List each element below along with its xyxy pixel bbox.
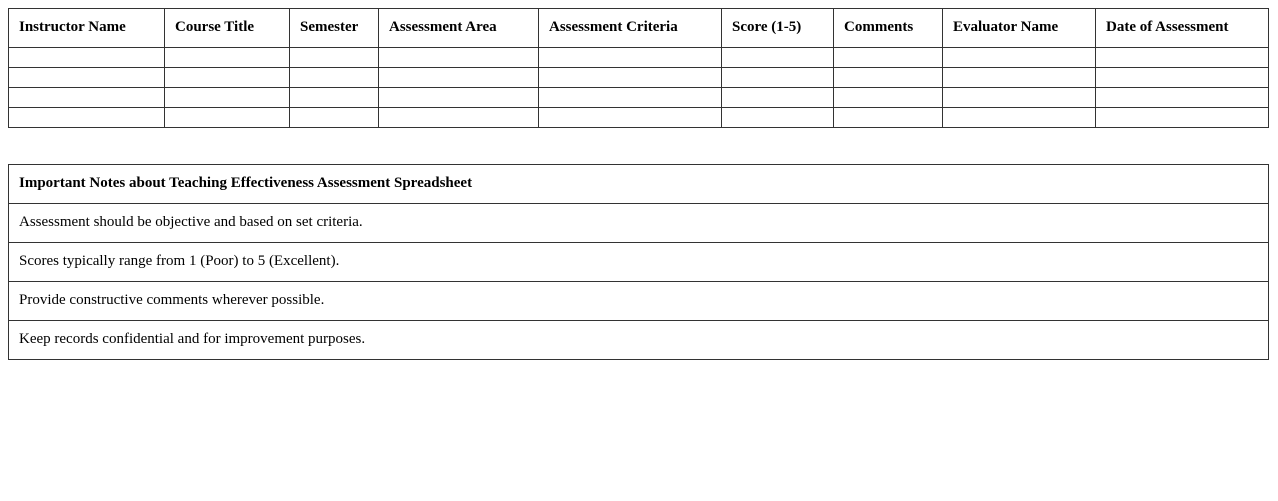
notes-item: Scores typically range from 1 (Poor) to 5 (Excellent). [9,243,1269,282]
assessment-empty-cell [834,68,943,88]
assessment-empty-row [9,68,1269,88]
assessment-empty-cell [943,108,1096,128]
col-header-instructor-name: Instructor Name [9,9,165,48]
assessment-empty-cell [379,48,539,68]
assessment-header-row [9,9,1269,48]
assessment-empty-cell [1096,48,1269,68]
notes-item-row [9,321,1269,360]
assessment-empty-cell [9,48,165,68]
assessment-empty-cell [834,48,943,68]
assessment-empty-row [9,88,1269,108]
assessment-empty-cell [379,68,539,88]
assessment-empty-cell [290,48,379,68]
assessment-empty-cell [539,108,722,128]
assessment-empty-cell [290,108,379,128]
col-header-semester: Semester [290,9,379,48]
assessment-empty-cell [722,68,834,88]
assessment-empty-cell [722,88,834,108]
assessment-empty-cell [9,88,165,108]
assessment-table [8,8,1269,128]
col-header-assessment-area: Assessment Area [379,9,539,48]
assessment-empty-cell [165,88,290,108]
assessment-empty-cell [943,48,1096,68]
notes-table [8,164,1269,360]
assessment-empty-cell [165,48,290,68]
notes-item-row [9,282,1269,321]
notes-item: Assessment should be objective and based on set criteria. [9,204,1269,243]
assessment-empty-cell [943,68,1096,88]
col-header-score: Score (1-5) [722,9,834,48]
assessment-empty-cell [1096,68,1269,88]
notes-title-row [9,165,1269,204]
notes-item-row [9,204,1269,243]
col-header-date-of-assessment: Date of Assessment [1096,9,1269,48]
assessment-empty-cell [539,48,722,68]
assessment-empty-row [9,108,1269,128]
assessment-empty-cell [539,68,722,88]
assessment-empty-row [9,48,1269,68]
assessment-empty-cell [9,68,165,88]
assessment-empty-cell [290,88,379,108]
notes-title: Important Notes about Teaching Effectiveness Assessment Spreadsheet [9,165,1269,204]
assessment-empty-cell [379,88,539,108]
assessment-empty-cell [290,68,379,88]
col-header-evaluator-name: Evaluator Name [943,9,1096,48]
assessment-empty-cell [943,88,1096,108]
assessment-empty-cell [165,68,290,88]
notes-item: Keep records confidential and for improvement purposes. [9,321,1269,360]
assessment-empty-cell [722,48,834,68]
assessment-empty-cell [9,108,165,128]
notes-item: Provide constructive comments wherever possible. [9,282,1269,321]
assessment-empty-cell [834,108,943,128]
assessment-empty-cell [1096,88,1269,108]
assessment-empty-cell [539,88,722,108]
col-header-course-title: Course Title [165,9,290,48]
col-header-comments: Comments [834,9,943,48]
col-header-assessment-criteria: Assessment Criteria [539,9,722,48]
assessment-empty-cell [722,108,834,128]
assessment-empty-cell [1096,108,1269,128]
assessment-empty-cell [379,108,539,128]
notes-item-row [9,243,1269,282]
assessment-empty-cell [834,88,943,108]
assessment-empty-cell [165,108,290,128]
